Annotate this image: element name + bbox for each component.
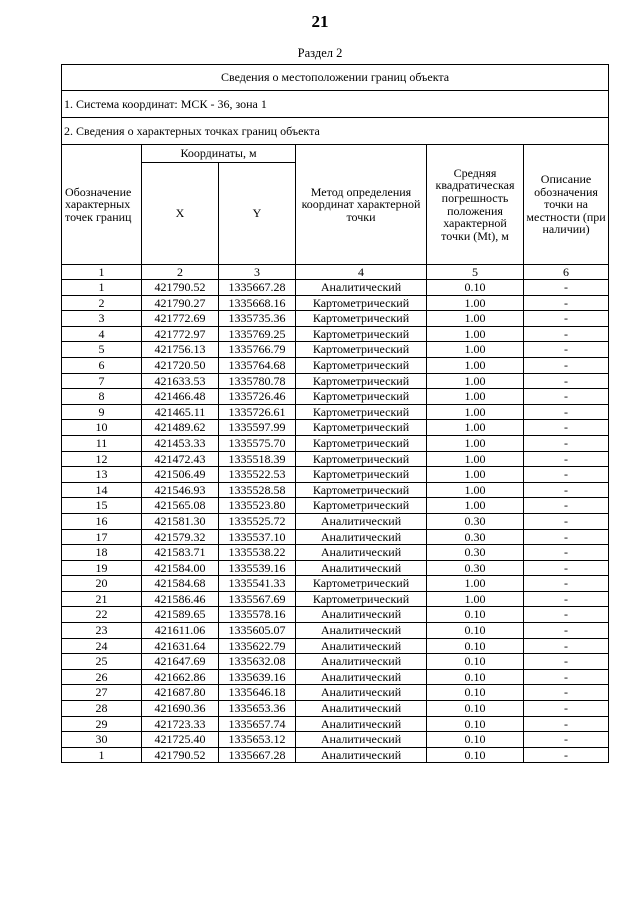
point-designation: 16: [62, 513, 142, 529]
header-method: Метод определения координат характерной точки: [296, 145, 427, 265]
description: -: [524, 685, 609, 701]
accuracy: 1.00: [427, 482, 524, 498]
column-number: 4: [296, 265, 427, 280]
coord-y: 1335537.10: [219, 529, 296, 545]
page-number: 21: [311, 12, 329, 31]
point-designation: 27: [62, 685, 142, 701]
table-row: [62, 623, 609, 639]
description: -: [524, 654, 609, 670]
accuracy: 1.00: [427, 342, 524, 358]
coord-y: 1335518.39: [219, 451, 296, 467]
point-designation: 21: [62, 591, 142, 607]
description: -: [524, 576, 609, 592]
coord-y: 1335769.25: [219, 326, 296, 342]
method: Аналитический: [296, 716, 427, 732]
description: -: [524, 467, 609, 483]
accuracy: 0.10: [427, 669, 524, 685]
coord-x: 421584.68: [142, 576, 219, 592]
point-designation: 24: [62, 638, 142, 654]
coord-y: 1335639.16: [219, 669, 296, 685]
point-designation: 17: [62, 529, 142, 545]
coord-x: 421772.69: [142, 311, 219, 327]
table-row: [62, 607, 609, 623]
coord-x: 421453.33: [142, 435, 219, 451]
table-row: [62, 373, 609, 389]
method: Картометрический: [296, 357, 427, 373]
coord-x: 421586.46: [142, 591, 219, 607]
point-designation: 10: [62, 420, 142, 436]
coord-x: 421723.33: [142, 716, 219, 732]
coord-x: 421589.65: [142, 607, 219, 623]
header-y: Y: [219, 163, 296, 265]
header-accuracy: Средняя квадратическая погрешность положения характерной точки (Mt), м: [427, 145, 524, 265]
table-row: [62, 576, 609, 592]
method: Картометрический: [296, 420, 427, 436]
coord-x: 421725.40: [142, 732, 219, 748]
coord-x: 421662.86: [142, 669, 219, 685]
coord-x: 421565.08: [142, 498, 219, 514]
point-designation: 25: [62, 654, 142, 670]
table-row: [62, 591, 609, 607]
column-number: 6: [524, 265, 609, 280]
table-row: [62, 342, 609, 358]
table-row: [62, 280, 609, 296]
description: -: [524, 701, 609, 717]
method: Аналитический: [296, 685, 427, 701]
point-designation: 18: [62, 545, 142, 561]
accuracy: 1.00: [427, 404, 524, 420]
coord-y: 1335523.80: [219, 498, 296, 514]
coord-y: 1335726.61: [219, 404, 296, 420]
column-number: 2: [142, 265, 219, 280]
coord-y: 1335668.16: [219, 295, 296, 311]
point-designation: 9: [62, 404, 142, 420]
description: -: [524, 373, 609, 389]
method: Картометрический: [296, 311, 427, 327]
coord-y: 1335622.79: [219, 638, 296, 654]
coord-y: 1335653.12: [219, 732, 296, 748]
table-row: [62, 513, 609, 529]
description: -: [524, 357, 609, 373]
point-designation: 28: [62, 701, 142, 717]
table-row: [62, 654, 609, 670]
table-row: [62, 498, 609, 514]
table-row: [62, 389, 609, 405]
accuracy: 1.00: [427, 389, 524, 405]
point-designation: 29: [62, 716, 142, 732]
accuracy: 1.00: [427, 326, 524, 342]
method: Картометрический: [296, 576, 427, 592]
coord-y: 1335766.79: [219, 342, 296, 358]
method: Аналитический: [296, 607, 427, 623]
boundary-points-table: [61, 64, 609, 763]
table-row: [62, 451, 609, 467]
accuracy: 0.10: [427, 280, 524, 296]
coord-y: 1335657.74: [219, 716, 296, 732]
coord-x: 421581.30: [142, 513, 219, 529]
accuracy: 0.10: [427, 701, 524, 717]
coord-x: 421631.64: [142, 638, 219, 654]
method: Аналитический: [296, 560, 427, 576]
method: Картометрический: [296, 467, 427, 483]
accuracy: 0.10: [427, 732, 524, 748]
header-designation: Обозначение характерных точек границ: [62, 145, 142, 265]
table-body: [62, 280, 609, 763]
method: Аналитический: [296, 747, 427, 763]
method: Картометрический: [296, 451, 427, 467]
point-designation: 20: [62, 576, 142, 592]
header-coordinates: Координаты, м: [142, 145, 296, 163]
method: Картометрический: [296, 295, 427, 311]
description: -: [524, 498, 609, 514]
coord-y: 1335646.18: [219, 685, 296, 701]
method: Картометрический: [296, 326, 427, 342]
coord-x: 421506.49: [142, 467, 219, 483]
table-row: [62, 529, 609, 545]
accuracy: 0.10: [427, 654, 524, 670]
table-row: [62, 420, 609, 436]
coord-y: 1335538.22: [219, 545, 296, 561]
method: Аналитический: [296, 623, 427, 639]
accuracy: 1.00: [427, 451, 524, 467]
coord-y: 1335597.99: [219, 420, 296, 436]
coord-x: 421584.00: [142, 560, 219, 576]
description: -: [524, 389, 609, 405]
coord-y: 1335525.72: [219, 513, 296, 529]
point-designation: 26: [62, 669, 142, 685]
description: -: [524, 451, 609, 467]
accuracy: 1.00: [427, 420, 524, 436]
coord-y: 1335575.70: [219, 435, 296, 451]
accuracy: 0.10: [427, 638, 524, 654]
accuracy: 0.30: [427, 529, 524, 545]
accuracy: 0.10: [427, 607, 524, 623]
coord-x: 421790.52: [142, 747, 219, 763]
table-row: [62, 732, 609, 748]
method: Аналитический: [296, 513, 427, 529]
description: -: [524, 560, 609, 576]
coord-y: 1335764.68: [219, 357, 296, 373]
coord-x: 421633.53: [142, 373, 219, 389]
coord-x: 421489.62: [142, 420, 219, 436]
description: -: [524, 732, 609, 748]
accuracy: 1.00: [427, 576, 524, 592]
description: -: [524, 513, 609, 529]
coord-y: 1335528.58: [219, 482, 296, 498]
column-number: 3: [219, 265, 296, 280]
coord-y: 1335735.36: [219, 311, 296, 327]
method: Картометрический: [296, 482, 427, 498]
point-designation: 7: [62, 373, 142, 389]
coord-x: 421611.06: [142, 623, 219, 639]
table-row: [62, 311, 609, 327]
table-row: [62, 685, 609, 701]
point-designation: 19: [62, 560, 142, 576]
table-row: [62, 747, 609, 763]
point-designation: 30: [62, 732, 142, 748]
accuracy: 0.30: [427, 545, 524, 561]
coord-x: 421756.13: [142, 342, 219, 358]
coord-y: 1335539.16: [219, 560, 296, 576]
coord-x: 421583.71: [142, 545, 219, 561]
coordinate-system: 1. Система координат: МСК - 36, зона 1: [62, 91, 609, 118]
description: -: [524, 623, 609, 639]
description: -: [524, 280, 609, 296]
table-row: [62, 326, 609, 342]
method: Аналитический: [296, 638, 427, 654]
coord-x: 421579.32: [142, 529, 219, 545]
description: -: [524, 311, 609, 327]
coord-x: 421465.11: [142, 404, 219, 420]
coord-x: 421687.80: [142, 685, 219, 701]
coord-y: 1335605.07: [219, 623, 296, 639]
accuracy: 0.10: [427, 685, 524, 701]
point-designation: 8: [62, 389, 142, 405]
point-designation: 6: [62, 357, 142, 373]
point-designation: 12: [62, 451, 142, 467]
point-designation: 2: [62, 295, 142, 311]
method: Картометрический: [296, 435, 427, 451]
description: -: [524, 607, 609, 623]
accuracy: 0.10: [427, 716, 524, 732]
method: Аналитический: [296, 654, 427, 670]
description: -: [524, 747, 609, 763]
table-row: [62, 295, 609, 311]
coord-y: 1335726.46: [219, 389, 296, 405]
method: Картометрический: [296, 373, 427, 389]
section-label: Раздел 2: [297, 46, 343, 60]
description: -: [524, 435, 609, 451]
coord-x: 421720.50: [142, 357, 219, 373]
table-row: [62, 404, 609, 420]
accuracy: 0.10: [427, 623, 524, 639]
method: Аналитический: [296, 701, 427, 717]
column-number: 1: [62, 265, 142, 280]
description: -: [524, 326, 609, 342]
accuracy: 1.00: [427, 467, 524, 483]
column-number: 5: [427, 265, 524, 280]
coord-y: 1335653.36: [219, 701, 296, 717]
method: Картометрический: [296, 591, 427, 607]
method: Картометрический: [296, 389, 427, 405]
description: -: [524, 545, 609, 561]
point-designation: 13: [62, 467, 142, 483]
accuracy: 0.10: [427, 747, 524, 763]
table-row: [62, 545, 609, 561]
header-x: X: [142, 163, 219, 265]
table-row: [62, 669, 609, 685]
accuracy: 1.00: [427, 295, 524, 311]
accuracy: 0.30: [427, 513, 524, 529]
method: Аналитический: [296, 529, 427, 545]
description: -: [524, 669, 609, 685]
accuracy: 1.00: [427, 357, 524, 373]
coord-y: 1335541.33: [219, 576, 296, 592]
method: Аналитический: [296, 669, 427, 685]
coord-y: 1335780.78: [219, 373, 296, 389]
coord-x: 421546.93: [142, 482, 219, 498]
points-heading: 2. Сведения о характерных точках границ объекта: [62, 118, 609, 145]
point-designation: 3: [62, 311, 142, 327]
table-row: [62, 716, 609, 732]
coord-x: 421466.48: [142, 389, 219, 405]
accuracy: 1.00: [427, 311, 524, 327]
coord-y: 1335578.16: [219, 607, 296, 623]
description: -: [524, 638, 609, 654]
method: Аналитический: [296, 545, 427, 561]
method: Аналитический: [296, 280, 427, 296]
method: Аналитический: [296, 732, 427, 748]
point-designation: 1: [62, 747, 142, 763]
description: -: [524, 529, 609, 545]
point-designation: 14: [62, 482, 142, 498]
point-designation: 11: [62, 435, 142, 451]
table-row: [62, 482, 609, 498]
table-row: [62, 435, 609, 451]
table-title: Сведения о местоположении границ объекта: [62, 65, 609, 91]
coord-x: 421772.97: [142, 326, 219, 342]
coord-x: 421647.69: [142, 654, 219, 670]
coord-y: 1335667.28: [219, 280, 296, 296]
accuracy: 1.00: [427, 373, 524, 389]
description: -: [524, 482, 609, 498]
coord-y: 1335632.08: [219, 654, 296, 670]
coord-x: 421790.27: [142, 295, 219, 311]
description: -: [524, 295, 609, 311]
point-designation: 4: [62, 326, 142, 342]
table-row: [62, 560, 609, 576]
coord-y: 1335522.53: [219, 467, 296, 483]
method: Картометрический: [296, 404, 427, 420]
coord-x: 421690.36: [142, 701, 219, 717]
description: -: [524, 716, 609, 732]
point-designation: 15: [62, 498, 142, 514]
description: -: [524, 342, 609, 358]
table-row: [62, 467, 609, 483]
description: -: [524, 420, 609, 436]
table-row: [62, 701, 609, 717]
description: -: [524, 591, 609, 607]
coord-y: 1335667.28: [219, 747, 296, 763]
table-row: [62, 638, 609, 654]
accuracy: 1.00: [427, 435, 524, 451]
column-numbers-row: [62, 265, 609, 280]
accuracy: 0.30: [427, 560, 524, 576]
point-designation: 22: [62, 607, 142, 623]
description: -: [524, 404, 609, 420]
accuracy: 1.00: [427, 498, 524, 514]
point-designation: 5: [62, 342, 142, 358]
coord-x: 421790.52: [142, 280, 219, 296]
point-designation: 1: [62, 280, 142, 296]
coord-x: 421472.43: [142, 451, 219, 467]
accuracy: 1.00: [427, 591, 524, 607]
point-designation: 23: [62, 623, 142, 639]
table-row: [62, 357, 609, 373]
header-description: Описание обозначения точки на местности (при наличии): [524, 145, 609, 265]
coord-y: 1335567.69: [219, 591, 296, 607]
method: Картометрический: [296, 498, 427, 514]
method: Картометрический: [296, 342, 427, 358]
